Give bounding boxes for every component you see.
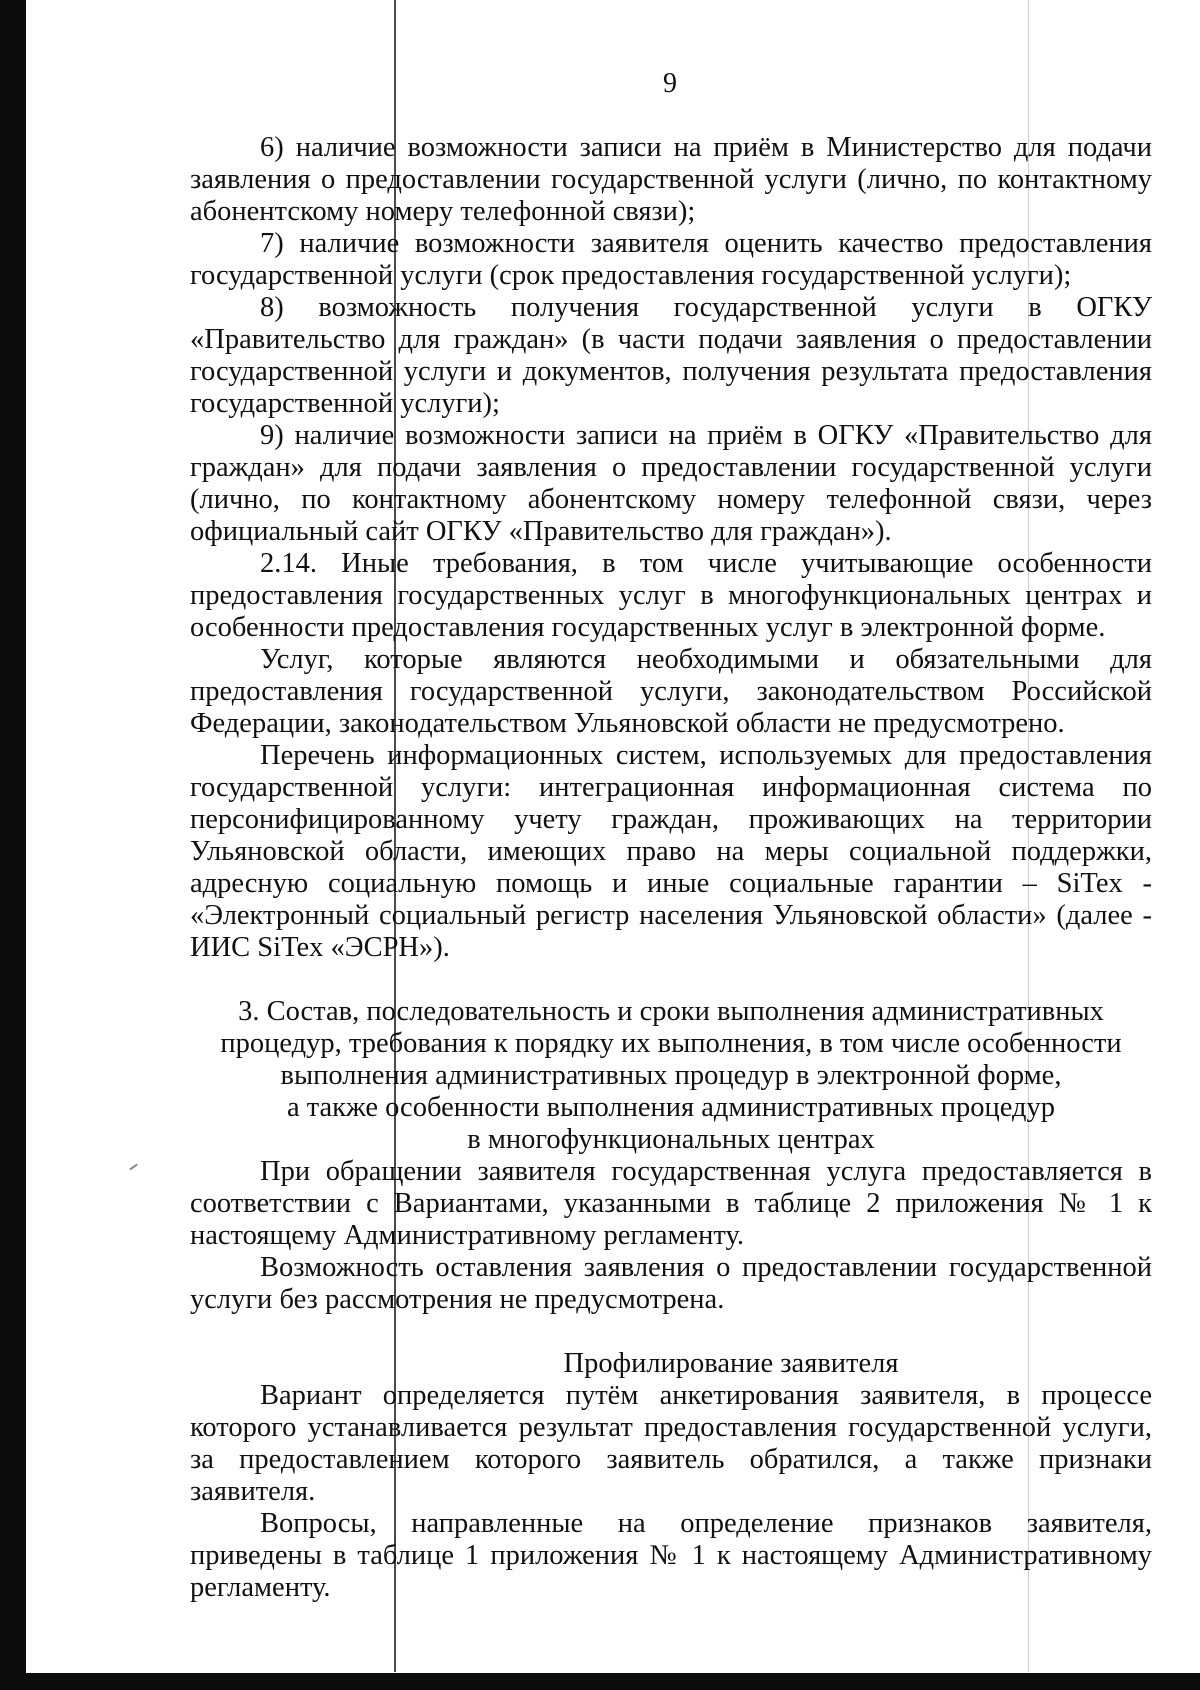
- section-heading-line: выполнения административных процедур в электронной форме,: [280, 1060, 1062, 1091]
- profiling-heading: Профилирование заявителя: [563, 1348, 899, 1379]
- scan-mark: [129, 1164, 138, 1171]
- section-heading-line: в многофункциональных центрах: [467, 1124, 875, 1155]
- section-heading-line: а также особенности выполнения административных процедур: [286, 1092, 1056, 1123]
- paragraph-2-14: 2.14. Иные требования, в том числе учитывающие особенности предоставления государственных услуг в многофункциональных центрах и особенности предоставления государственных услуг в электронной форме.: [190, 548, 1152, 643]
- paragraph-services: Услуг, которые являются необходимыми и обязательными для предоставления государственной услуги, законодательством Российской Федерации, законодательством Ульяновской области не предусмотрено.: [190, 644, 1152, 739]
- paragraph-questions: Вопросы, направленные на определение признаков заявителя, приведены в таблице 1 приложения № 1 к настоящему Административному регламенту.: [190, 1508, 1152, 1603]
- paragraph-item-9: 9) наличие возможности записи на приём в ОГКУ «Правительство для граждан» для подачи заявления о предоставлении государственной услуги (лично, по контактному абонентскому номеру телефонной связи, через официальный сайт ОГКУ «Правительство для граждан»).: [190, 420, 1152, 547]
- scan-bottom-border: [0, 1673, 1200, 1690]
- paragraph-item-8: 8) возможность получения государственной услуги в ОГКУ «Правительство для граждан» (в части подачи заявления о предоставлении государственной услуги и документов, получения результата предоставления государственной услуги);: [190, 292, 1152, 419]
- paragraph-no-review: Возможность оставления заявления о предоставлении государственной услуги без рассмотрения не предусмотрена.: [190, 1252, 1152, 1315]
- paragraph-variant-defined: Вариант определяется путём анкетирования заявителя, в процессе которого устанавливается результат предоставления государственной услуги, за предоставлением которого заявитель обратился, а также признаки заявителя.: [190, 1380, 1152, 1507]
- document-body: [190, 132, 1152, 1604]
- paragraph-item-7: 7) наличие возможности заявителя оценить качество предоставления государственной услуги (срок предоставления государственной услуги);: [190, 228, 1152, 291]
- section-3-heading: [190, 996, 1152, 1156]
- section-heading-line: процедур, требования к порядку их выполнения, в том числе особенности: [220, 1028, 1122, 1059]
- paragraph-item-6: 6) наличие возможности записи на приём в Министерство для подачи заявления о предоставлении государственной услуги (лично, по контактному абонентскому номеру телефонной связи);: [190, 132, 1152, 227]
- paragraph-info-systems: Перечень информационных систем, используемых для предоставления государственной услуги: интеграционная информационная система по персонифицированному учету граждан, проживающих на территории Ульяновской области, имеющих право на меры социальной поддержки, адресную социальную помощь и иные социальные гарантии – SiTex - «Электронный социальный регистр населения Ульяновской области» (далее - ИИС SiTex «ЭСРН»).: [190, 740, 1152, 963]
- section-heading-line: 3. Состав, последовательность и сроки выполнения административных: [238, 996, 1104, 1027]
- scan-left-border: [0, 0, 26, 1690]
- page-number: 9: [663, 68, 677, 99]
- paragraph-variants: При обращении заявителя государственная услуга предоставляется в соответствии с Вариантами, указанными в таблице 2 приложения № 1 к настоящему Административному регламенту.: [190, 1156, 1152, 1251]
